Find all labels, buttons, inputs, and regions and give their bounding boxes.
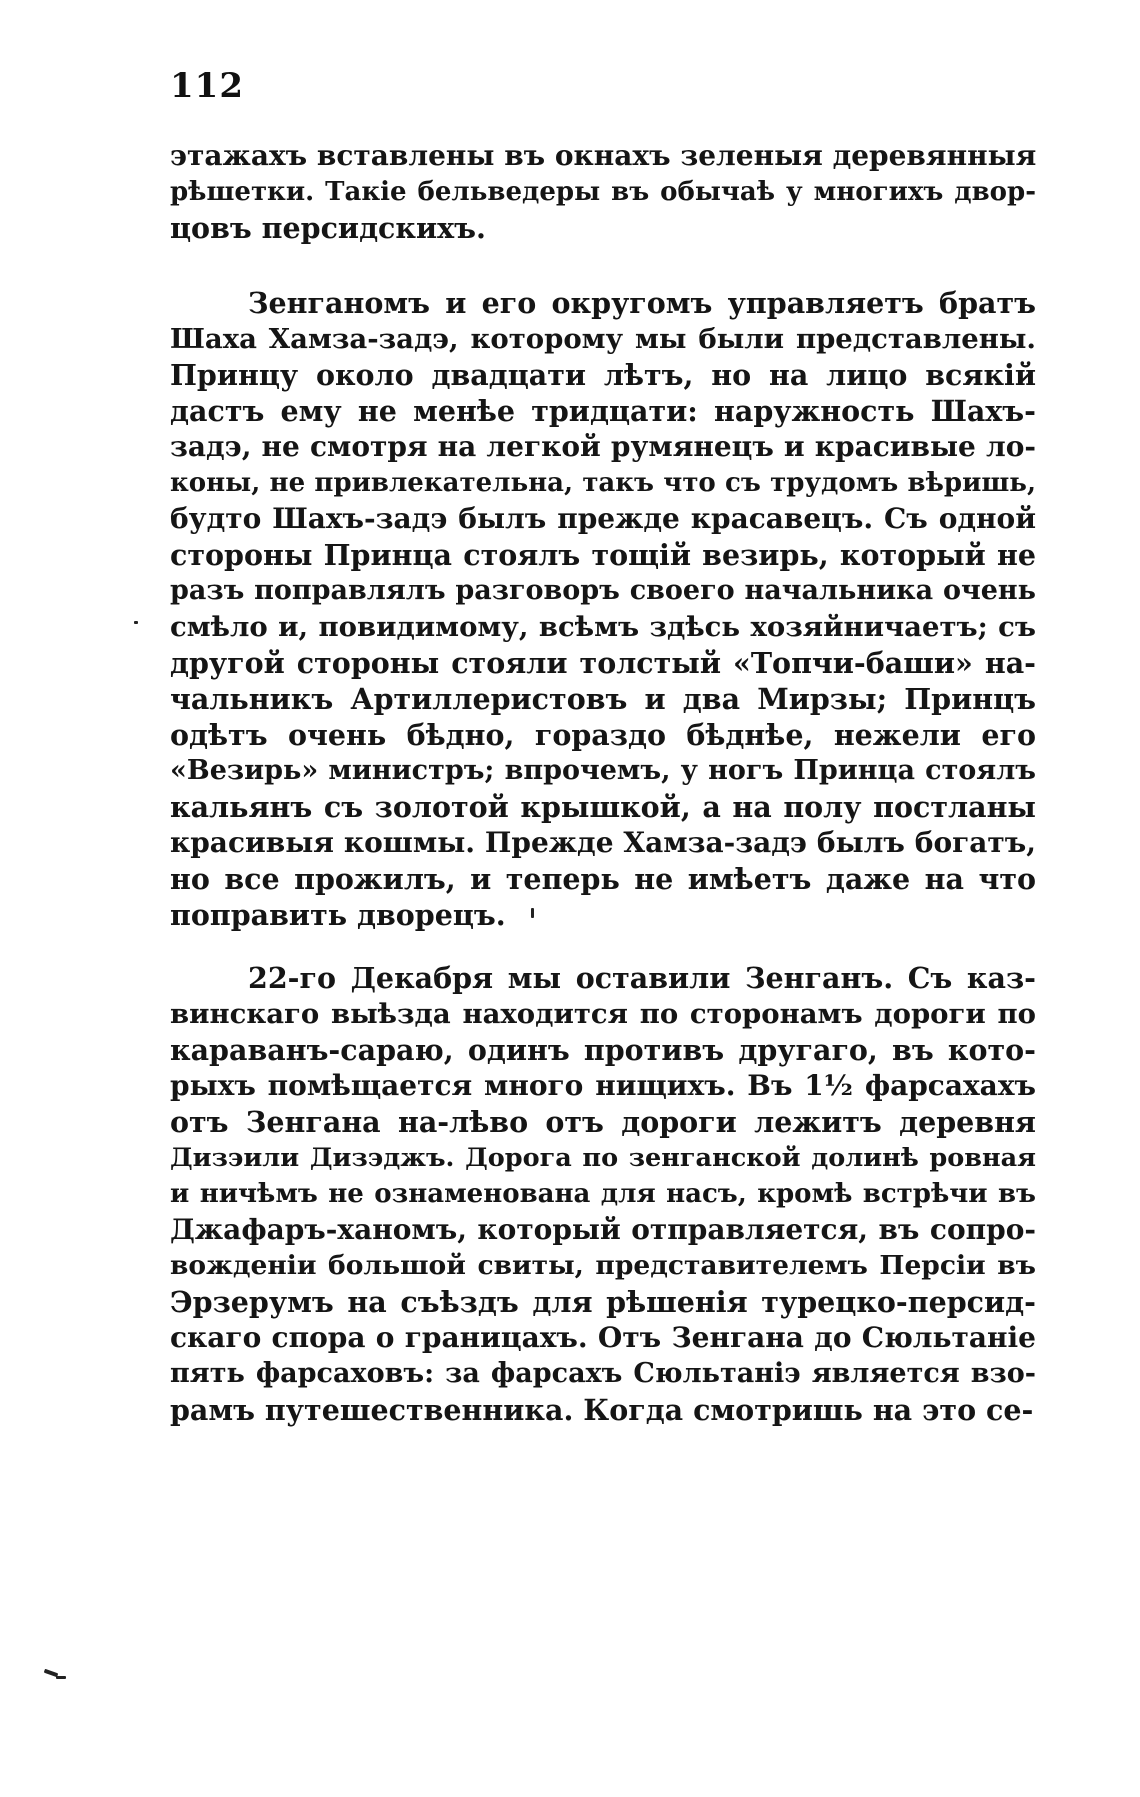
text-line: скаго спора о границахъ. Отъ Зенгана до Сюльтаніе <box>170 1321 1036 1354</box>
text-line: разъ поправлялъ разговоръ своего начальника очень <box>170 575 1036 606</box>
text-line: отъ Зенгана на-лѣво отъ дороги лежитъ деревня <box>170 1105 1036 1139</box>
paragraph-2 <box>170 285 1036 933</box>
scan-speck <box>531 908 534 918</box>
text-line: этажахъ вставлены въ окнахъ зеленыя деревянныя <box>170 139 1036 172</box>
text-line: но все прожилъ, и теперь не имѣетъ даже на что <box>170 862 1036 896</box>
scan-speck <box>56 1676 66 1679</box>
page-number: 112 <box>170 66 244 106</box>
text-line: Дизэили Дизэджъ. Дорога по зенганской долинѣ ровная <box>170 1143 1036 1173</box>
text-line: Эрзерумъ на съѣздъ для рѣшенія турецко-персид- <box>170 1285 1036 1319</box>
text-line: караванъ-сараю, одинъ противъ другаго, въ кото- <box>170 1033 1036 1067</box>
text-line: дастъ ему не менѣе тридцати: наружность Шахъ- <box>170 394 1036 428</box>
text-line: задэ, не смотря на легкой румянецъ и красивые ло- <box>170 430 1036 463</box>
text-line: рамъ путешественника. Когда смотришь на это се- <box>170 1393 1034 1427</box>
text-line: Зенганомъ и его округомъ управляетъ братъ <box>248 286 1036 320</box>
text-line: Принцу около двадцати лѣтъ, но на лицо всякій <box>170 358 1036 392</box>
text-line: вожденіи большой свиты, представителемъ Персіи въ <box>170 1250 1036 1281</box>
text-line: Шаха Хамза-задэ, которому мы были представлены. <box>170 323 1036 355</box>
text-line: коны, не привлекательна, такъ что съ трудомъ вѣришь, <box>170 468 1036 498</box>
text-line: чальникъ Артиллеристовъ и два Мирзы; Принцъ <box>170 682 1036 716</box>
text-line: пять фарсаховъ: за фарсахъ Сюльтаніэ является взо- <box>170 1358 1036 1389</box>
text-line: другой стороны стояли толстый «Топчи-баши» на- <box>170 646 1036 680</box>
text-line: 22-го Декабря мы оставили Зенганъ. Съ каз- <box>248 961 1036 995</box>
text-line: рѣшетки. Такіе бельведеры въ обычаѣ у многихъ двор- <box>170 177 1036 207</box>
text-line: кальянъ съ золотой крышкой, а на полу постланы <box>170 790 1036 824</box>
text-line: Джафаръ-ханомъ, который отправляется, въ сопро- <box>170 1213 1036 1246</box>
text-line: винскаго выѣзда находится по сторонамъ дороги по <box>170 998 1036 1030</box>
scan-speck <box>134 621 138 624</box>
paragraph-1 <box>170 138 1036 246</box>
paragraph-3 <box>170 960 1036 1428</box>
text-line: поправить дворецъ. <box>170 898 506 932</box>
text-line: «Везирь» министръ; впрочемъ, у ногъ Принца стоялъ <box>170 755 1036 786</box>
text-line: одѣтъ очень бѣдно, гораздо бѣднѣе, нежели его <box>170 718 1036 752</box>
text-line: и ничѣмъ не ознаменована для насъ, кромѣ встрѣчи въ <box>170 1179 1036 1209</box>
text-line: смѣло и, повидимому, всѣмъ здѣсь хозяйничаетъ; съ <box>170 611 1036 643</box>
text-line: рыхъ помѣщается много нищихъ. Въ 1½ фарсахахъ <box>170 1069 1036 1102</box>
text-line: будто Шахъ-задэ былъ прежде красавецъ. Съ одной <box>170 502 1036 535</box>
text-line: цовъ персидскихъ. <box>170 211 486 245</box>
text-line: красивыя кошмы. Прежде Хамза-задэ былъ богатъ, <box>170 826 1036 859</box>
text-line: стороны Принца стоялъ тощій везирь, который не <box>170 538 1036 572</box>
